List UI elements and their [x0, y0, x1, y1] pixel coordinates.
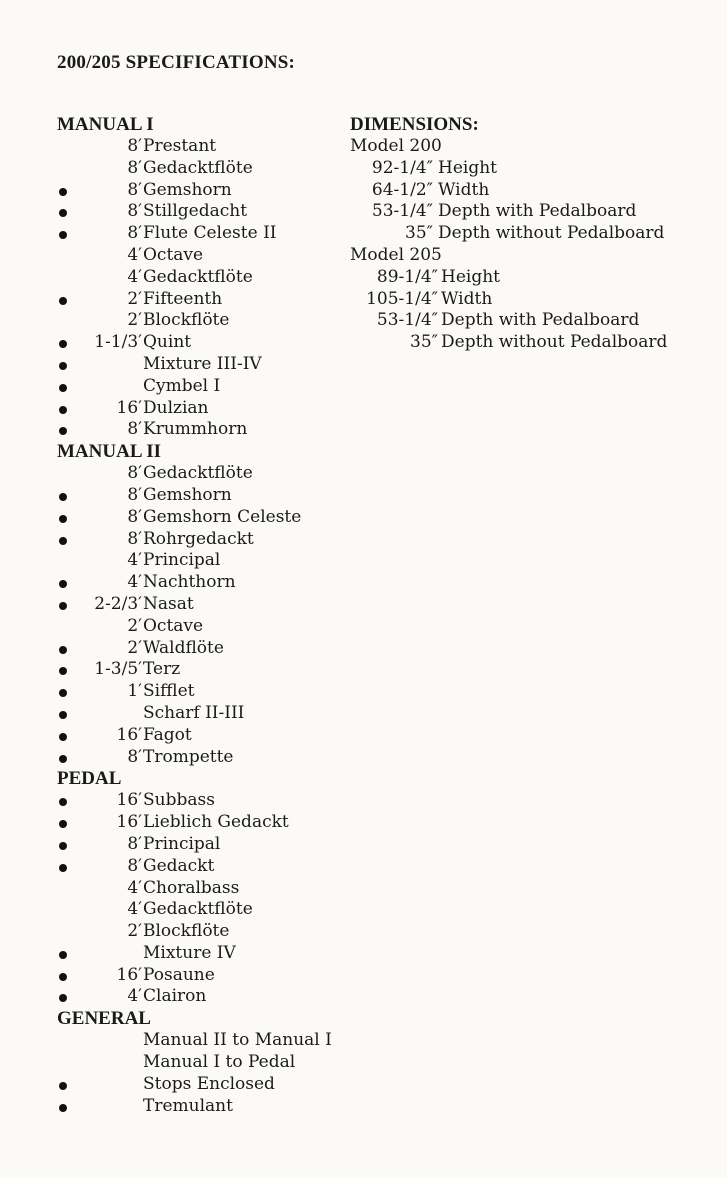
stop-name: Principal [143, 550, 221, 571]
stop-row [57, 856, 357, 878]
stop-row [57, 245, 357, 267]
stop-row [57, 594, 357, 616]
dimension-row [350, 332, 710, 354]
stop-row [57, 398, 357, 420]
bullet-icon [59, 406, 67, 414]
stop-name: Manual I to Pedal [143, 1052, 296, 1073]
stop-size: 8′ [127, 419, 142, 440]
stop-name: Subbass [143, 790, 215, 811]
stop-size: 8′ [127, 463, 142, 484]
stop-name: Stops Enclosed [143, 1073, 275, 1094]
stop-name: Cymbel I [143, 375, 221, 396]
stop-name: Prestant [143, 136, 217, 156]
stop-row [57, 267, 357, 289]
stop-row [57, 223, 357, 245]
stop-name: Trompette [143, 746, 234, 767]
stop-row [57, 376, 357, 398]
stop-size: 8′ [127, 484, 142, 505]
stop-name: Gedacktflöte [143, 157, 253, 178]
bullet-icon [59, 297, 67, 305]
stop-size: 4′ [127, 244, 142, 265]
dimension-value: 53-1/4″ [376, 310, 438, 331]
stop-row [57, 1096, 357, 1118]
stop-size: 8′ [127, 528, 142, 549]
stop-size: 2′ [127, 637, 142, 658]
bullet-icon [59, 689, 67, 697]
stop-row [57, 986, 357, 1008]
stop-size: 8′ [127, 855, 142, 876]
dimension-label: Depth with Pedalboard [441, 310, 640, 331]
stop-name: Krummhorn [143, 419, 248, 440]
stop-name: Nachthorn [143, 572, 236, 593]
stop-name: Gemshorn [143, 484, 232, 505]
stop-name: Octave [143, 244, 204, 265]
stop-row [57, 921, 357, 943]
dimension-row [350, 289, 710, 311]
stop-row [57, 507, 357, 529]
dimension-label: Depth without Pedalboard [438, 223, 665, 244]
bullet-icon [59, 1082, 67, 1090]
stop-row [57, 659, 357, 681]
bullet-icon [59, 951, 67, 959]
model-name: Model 200 [350, 136, 442, 156]
section-heading: PEDAL [57, 768, 122, 790]
stop-row [57, 289, 357, 311]
dimension-label: Depth with Pedalboard [438, 201, 637, 222]
bullet-icon [59, 1104, 67, 1112]
dimension-label: Height [438, 157, 497, 178]
stop-name: Clairon [143, 986, 207, 1007]
bullet-icon [59, 646, 67, 654]
stop-row [57, 638, 357, 660]
dimension-row [350, 158, 710, 180]
model-200-block [350, 136, 710, 245]
model-205-block [350, 245, 710, 354]
stop-size: 1′ [127, 681, 142, 702]
stop-name: Manual II to Manual I [143, 1030, 332, 1051]
stop-row [57, 310, 357, 332]
stop-size: 8′ [127, 223, 142, 244]
bullet-icon [59, 580, 67, 588]
dimension-value: 89-1/4″ [376, 266, 438, 287]
stop-row [57, 681, 357, 703]
stop-size: 16′ [116, 964, 142, 985]
dimension-label: Width [438, 179, 490, 200]
stop-row [57, 201, 357, 223]
stop-row [57, 1074, 357, 1096]
page-title: 200/205 SPECIFICATIONS: [57, 52, 296, 73]
dimension-row [350, 223, 710, 245]
stop-name: Nasat [143, 593, 194, 614]
stop-name: Blockflöte [143, 921, 230, 942]
stop-row [57, 136, 357, 158]
stop-name: Scharf II-III [143, 702, 245, 723]
dimension-row [350, 310, 710, 332]
bullet-icon [59, 515, 67, 523]
dimension-value: 92-1/4″ [371, 157, 433, 178]
stop-size: 8′ [127, 179, 142, 200]
stop-size: 16′ [116, 397, 142, 418]
stop-size: 2-2/3′ [94, 593, 142, 614]
dimension-label: Depth without Pedalboard [441, 332, 668, 353]
dimension-value: 35″ [410, 332, 438, 353]
bullet-icon [59, 733, 67, 741]
bullet-icon [59, 537, 67, 545]
stop-size: 8′ [127, 201, 142, 222]
stop-row [57, 419, 357, 441]
stop-row [57, 703, 357, 725]
stop-row [57, 572, 357, 594]
stop-size: 16′ [116, 724, 142, 745]
dimension-row [350, 180, 710, 202]
stop-size: 4′ [127, 986, 142, 1007]
stop-row [57, 899, 357, 921]
bullet-icon [59, 667, 67, 675]
stop-row [57, 1052, 357, 1074]
stop-row [57, 943, 357, 965]
stop-row [57, 485, 357, 507]
model-name: Model 205 [350, 244, 442, 265]
stop-row [57, 354, 357, 376]
stop-name: Rohrgedackt [143, 528, 254, 549]
bullet-icon [59, 384, 67, 392]
stop-row [57, 180, 357, 202]
stop-size: 4′ [127, 572, 142, 593]
bullet-icon [59, 994, 67, 1002]
dimensions-column [350, 114, 710, 354]
stop-size: 2′ [127, 288, 142, 309]
stop-name: Gedacktflöte [143, 463, 253, 484]
stop-name: Principal [143, 833, 221, 854]
stop-row [57, 812, 357, 834]
stop-name: Gemshorn [143, 179, 232, 200]
stop-size: 1-3/5′ [94, 659, 142, 680]
stop-size: 4′ [127, 877, 142, 898]
stop-name: Sifflet [143, 681, 195, 702]
stop-name: Tremulant [143, 1095, 233, 1116]
stop-size: 16′ [116, 790, 142, 811]
bullet-icon [59, 755, 67, 763]
dimension-value: 53-1/4″ [371, 201, 433, 222]
section-heading: MANUAL I [57, 114, 154, 135]
dimension-label: Height [441, 266, 500, 287]
bullet-icon [59, 602, 67, 610]
dimensions-heading: DIMENSIONS: [350, 114, 479, 135]
stop-name: Flute Celeste II [143, 223, 277, 244]
stop-row [57, 834, 357, 856]
specifications-column [57, 114, 357, 1117]
bullet-icon [59, 798, 67, 806]
stop-name: Terz [143, 659, 181, 680]
stop-name: Gedacktflöte [143, 266, 253, 287]
stop-name: Octave [143, 615, 204, 636]
stop-row [57, 529, 357, 551]
section-heading: MANUAL II [57, 441, 161, 463]
stop-name: Fifteenth [143, 288, 223, 309]
bullet-icon [59, 209, 67, 217]
stop-size: 4′ [127, 266, 142, 287]
bullet-icon [59, 188, 67, 196]
dimension-value: 64-1/2″ [371, 179, 433, 200]
stop-size: 2′ [127, 615, 142, 636]
stop-name: Lieblich Gedackt [143, 812, 289, 833]
bullet-icon [59, 427, 67, 435]
stop-name: Fagot [143, 724, 192, 745]
stop-size: 1-1/3′ [94, 332, 142, 353]
bullet-icon [59, 362, 67, 370]
bullet-icon [59, 973, 67, 981]
stop-row [57, 747, 357, 769]
stop-row [57, 965, 357, 987]
section-heading: GENERAL [57, 1008, 151, 1030]
stop-name: Quint [143, 332, 192, 353]
dimension-label: Width [441, 288, 493, 309]
stop-row [57, 463, 357, 485]
bullet-icon [59, 864, 67, 872]
stop-name: Gedackt [143, 855, 215, 876]
stop-size: 4′ [127, 899, 142, 920]
stop-row [57, 1030, 357, 1052]
stop-name: Gemshorn Celeste [143, 506, 302, 527]
bullet-icon [59, 231, 67, 239]
stop-name: Waldflöte [143, 637, 224, 658]
stop-name: Posaune [143, 964, 215, 985]
stop-name: Choralbass [143, 877, 240, 898]
stop-row [57, 790, 357, 812]
stop-name: Mixture III-IV [143, 353, 262, 374]
stop-row [57, 158, 357, 180]
stop-size: 8′ [127, 157, 142, 178]
stop-name: Dulzian [143, 397, 209, 418]
dimension-row [350, 267, 710, 289]
stop-name: Blockflöte [143, 310, 230, 331]
stop-size: 2′ [127, 921, 142, 942]
stop-row [57, 332, 357, 354]
stop-size: 16′ [116, 812, 142, 833]
bullet-icon [59, 820, 67, 828]
stop-size: 8′ [127, 136, 142, 156]
stop-name: Stillgedacht [143, 201, 248, 222]
dimension-value: 105-1/4″ [366, 288, 438, 309]
dimension-row [350, 201, 710, 223]
stop-name: Gedacktflöte [143, 899, 253, 920]
bullet-icon [59, 842, 67, 850]
bullet-icon [59, 340, 67, 348]
stop-size: 8′ [127, 506, 142, 527]
stop-row [57, 550, 357, 572]
stop-size: 2′ [127, 310, 142, 331]
stop-row [57, 878, 357, 900]
stop-row [57, 725, 357, 747]
bullet-icon [59, 493, 67, 501]
stop-name: Mixture IV [143, 942, 236, 963]
bullet-icon [59, 711, 67, 719]
stop-size: 8′ [127, 833, 142, 854]
stop-size: 4′ [127, 550, 142, 571]
dimension-value: 35″ [405, 223, 433, 244]
stop-size: 8′ [127, 746, 142, 767]
stop-row [57, 616, 357, 638]
